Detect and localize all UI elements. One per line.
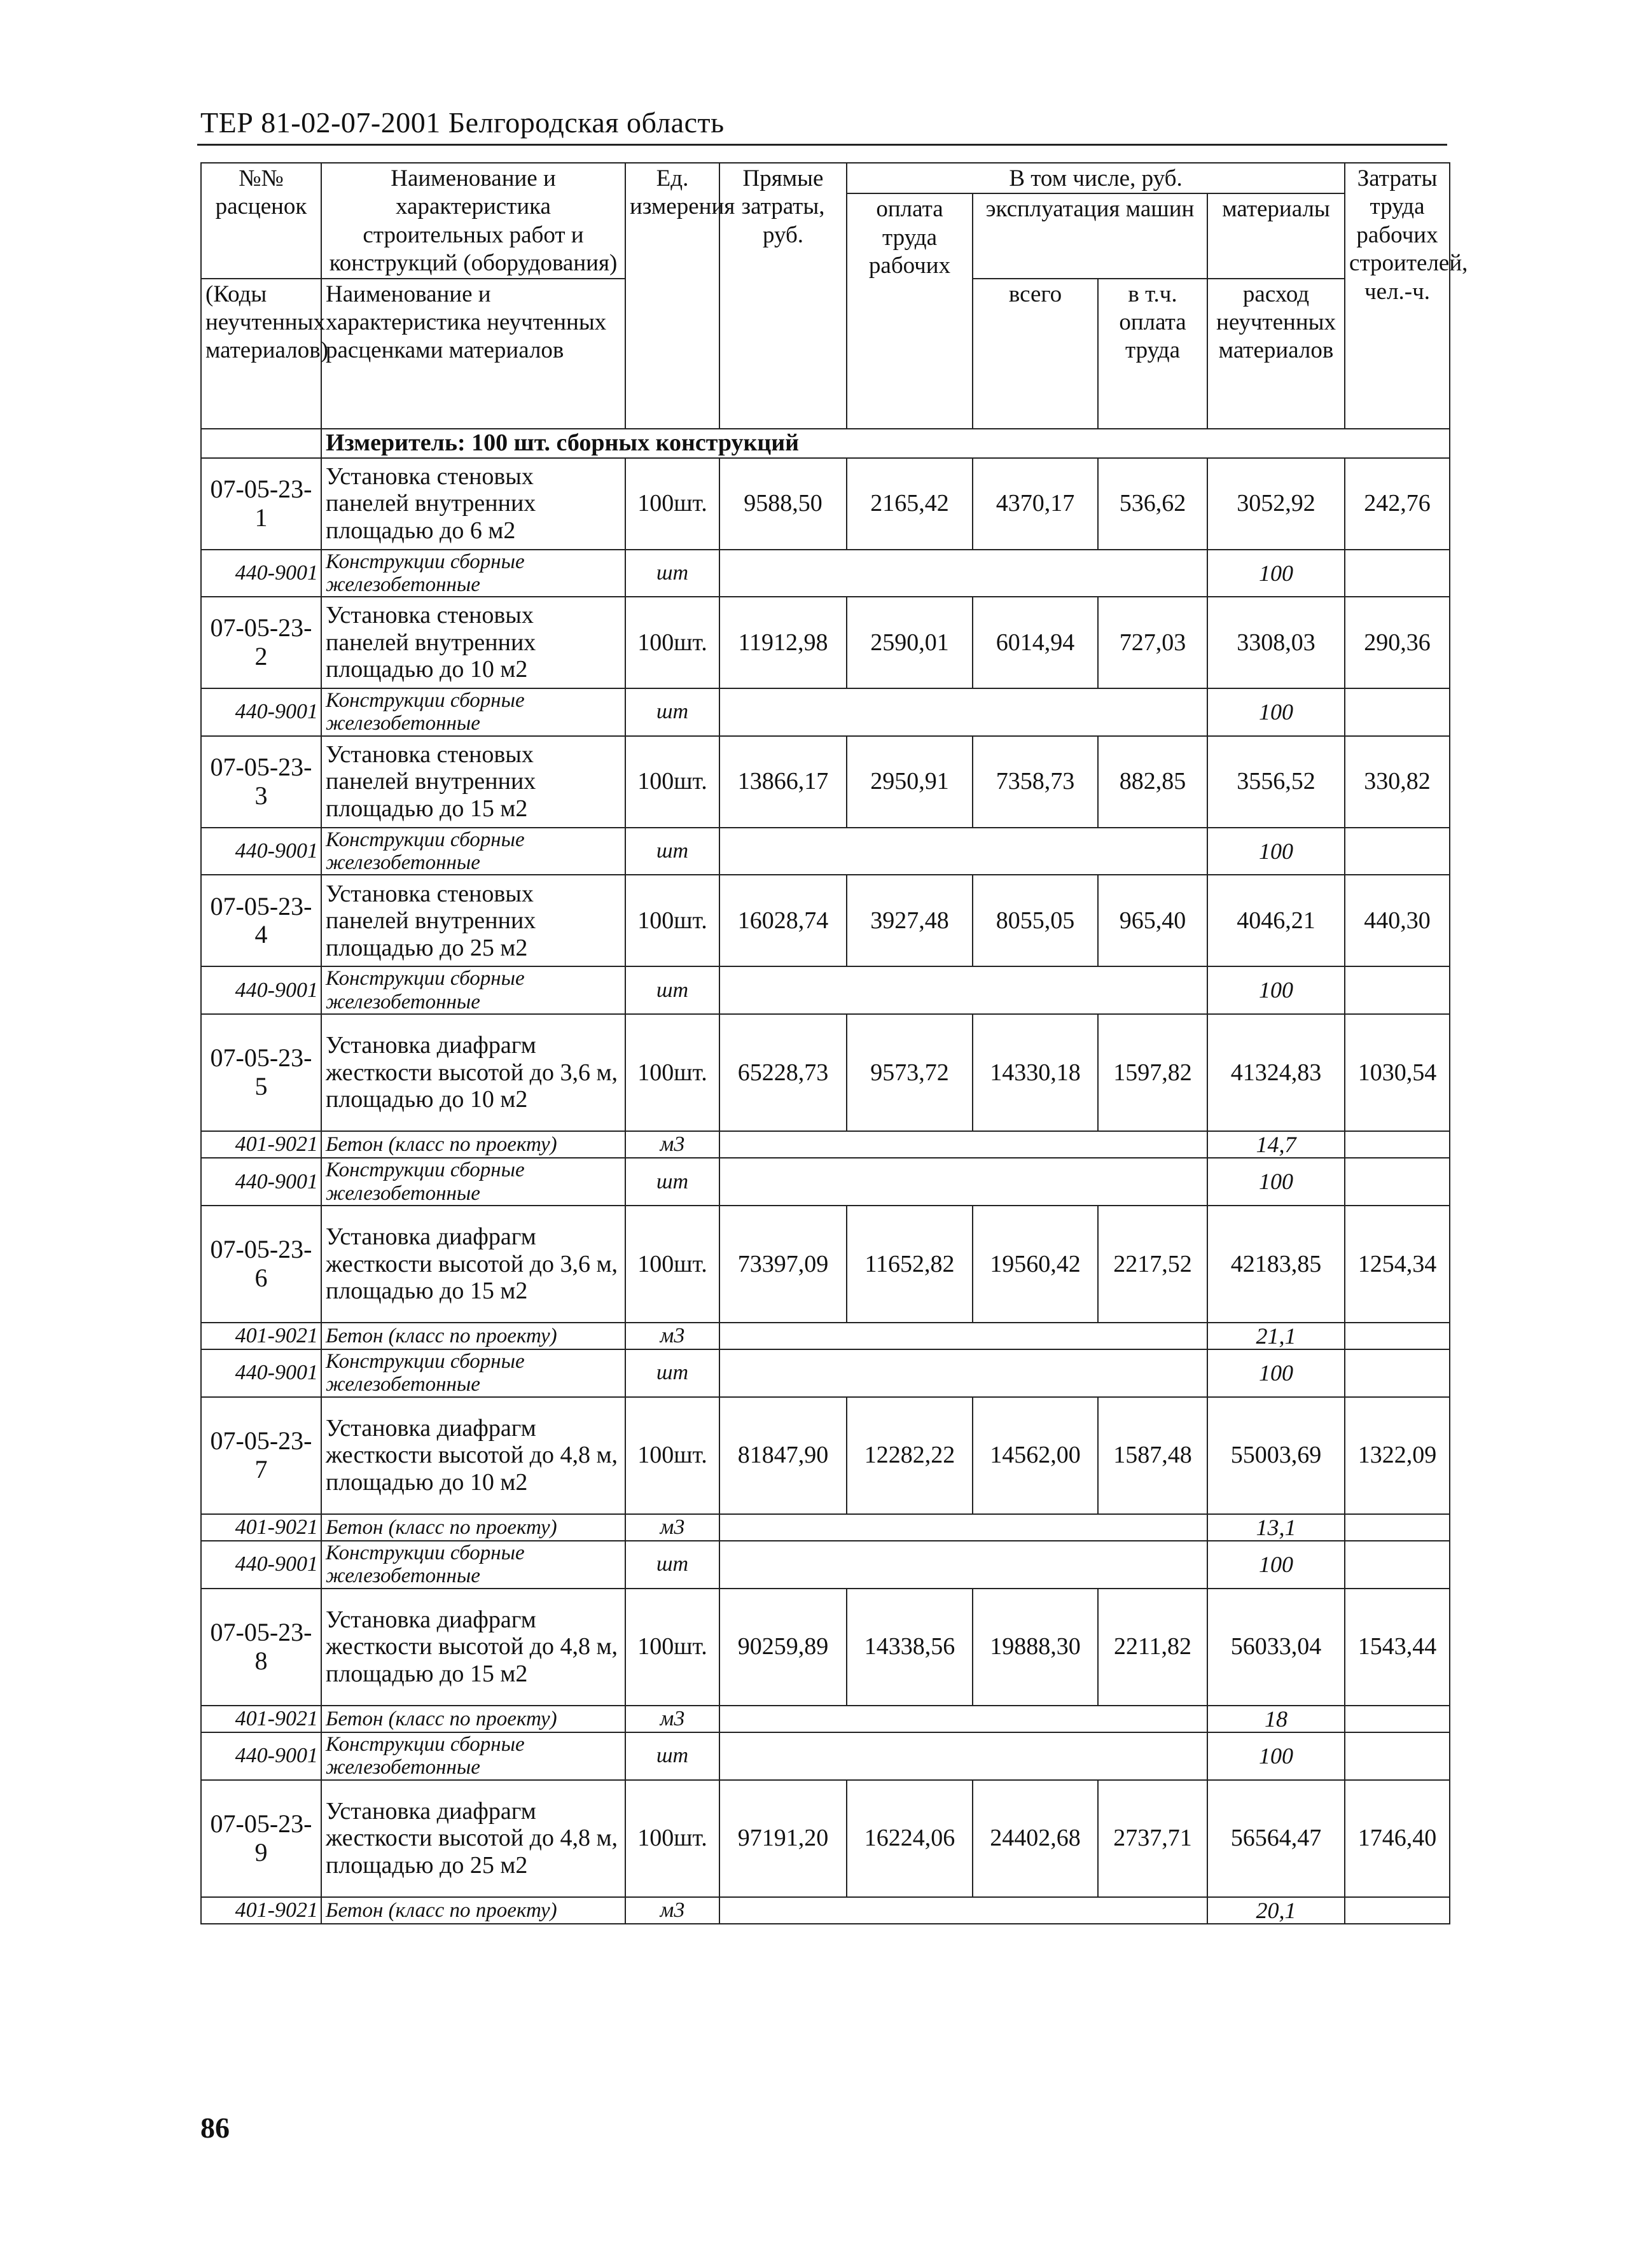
rate-code: 07-05-23-3 — [201, 736, 321, 828]
material-name: Бетон (класс по проекту) — [321, 1897, 625, 1924]
rate-row — [201, 1014, 1450, 1131]
materials-cost: 42183,85 — [1207, 1206, 1345, 1323]
labor-cost: 1543,44 — [1345, 1589, 1450, 1706]
material-code: 440-9001 — [201, 1158, 321, 1206]
material-code: 440-9001 — [201, 1732, 321, 1780]
material-unit: шт — [625, 1158, 719, 1206]
material-empty-labor — [1345, 828, 1450, 875]
material-quantity: 100 — [1207, 1732, 1345, 1780]
wages-cost: 3927,48 — [847, 875, 973, 966]
material-name: Бетон (класс по проекту) — [321, 1131, 625, 1158]
rate-unit: 100шт. — [625, 736, 719, 828]
labor-cost: 330,82 — [1345, 736, 1450, 828]
material-row — [201, 1323, 1450, 1349]
material-empty-cell — [719, 550, 1207, 597]
machines-wage-cost: 2217,52 — [1098, 1206, 1207, 1323]
materials-cost: 4046,21 — [1207, 875, 1345, 966]
direct-cost: 11912,98 — [719, 597, 847, 688]
material-empty-labor — [1345, 1323, 1450, 1349]
labor-cost: 1254,34 — [1345, 1206, 1450, 1323]
material-name: Конструкции сборные железобетонные — [321, 1158, 625, 1206]
material-row — [201, 1158, 1450, 1206]
material-unit: м3 — [625, 1706, 719, 1732]
material-code: 440-9001 — [201, 1349, 321, 1397]
material-code: 440-9001 — [201, 688, 321, 736]
header-rule — [197, 144, 1447, 146]
material-unit: шт — [625, 688, 719, 736]
header-materials: материалы — [1207, 193, 1345, 278]
header-machines: эксплуатация машин — [973, 193, 1207, 278]
rate-row — [201, 736, 1450, 828]
material-row — [201, 1706, 1450, 1732]
material-row — [201, 688, 1450, 736]
rate-unit: 100шт. — [625, 1589, 719, 1706]
material-empty-labor — [1345, 1541, 1450, 1589]
rate-code: 07-05-23-4 — [201, 875, 321, 966]
material-empty-labor — [1345, 1349, 1450, 1397]
machines-wage-cost: 727,03 — [1098, 597, 1207, 688]
material-name: Конструкции сборные железобетонные — [321, 550, 625, 597]
material-quantity: 100 — [1207, 828, 1345, 875]
material-unit: шт — [625, 1541, 719, 1589]
material-unit: м3 — [625, 1514, 719, 1541]
measure-row: Измеритель: 100 шт. сборных конструкций — [321, 429, 1450, 458]
machines-cost: 19888,30 — [973, 1589, 1098, 1706]
material-unit: шт — [625, 966, 719, 1014]
materials-cost: 56564,47 — [1207, 1780, 1345, 1897]
material-quantity: 21,1 — [1207, 1323, 1345, 1349]
material-code: 401-9021 — [201, 1897, 321, 1924]
labor-cost: 1030,54 — [1345, 1014, 1450, 1131]
material-quantity: 18 — [1207, 1706, 1345, 1732]
material-code: 401-9021 — [201, 1131, 321, 1158]
material-empty-cell — [719, 1706, 1207, 1732]
material-unit: м3 — [625, 1897, 719, 1924]
material-row — [201, 966, 1450, 1014]
material-code: 440-9001 — [201, 966, 321, 1014]
machines-cost: 14330,18 — [973, 1014, 1098, 1131]
material-unit: шт — [625, 828, 719, 875]
machines-wage-cost: 882,85 — [1098, 736, 1207, 828]
material-empty-labor — [1345, 1158, 1450, 1206]
material-row — [201, 550, 1450, 597]
labor-cost: 242,76 — [1345, 458, 1450, 550]
material-name: Конструкции сборные железобетонные — [321, 1732, 625, 1780]
material-name: Бетон (класс по проекту) — [321, 1323, 625, 1349]
material-quantity: 14,7 — [1207, 1131, 1345, 1158]
material-empty-cell — [719, 966, 1207, 1014]
direct-cost: 9588,50 — [719, 458, 847, 550]
rate-unit: 100шт. — [625, 1397, 719, 1514]
rate-row — [201, 1780, 1450, 1897]
material-name: Конструкции сборные железобетонные — [321, 688, 625, 736]
header-incl: В том числе, руб. — [847, 163, 1345, 193]
material-empty-cell — [719, 1349, 1207, 1397]
material-code: 401-9021 — [201, 1323, 321, 1349]
material-quantity: 100 — [1207, 550, 1345, 597]
machines-cost: 7358,73 — [973, 736, 1098, 828]
material-code: 401-9021 — [201, 1706, 321, 1732]
materials-cost: 41324,83 — [1207, 1014, 1345, 1131]
rate-name: Установка диафрагм жесткости высотой до 4,8 м, площадью до 10 м2 — [321, 1397, 625, 1514]
material-row — [201, 1514, 1450, 1541]
material-unit: м3 — [625, 1323, 719, 1349]
header-wages: оплата труда рабочих — [847, 193, 973, 428]
wages-cost: 12282,22 — [847, 1397, 973, 1514]
wages-cost: 16224,06 — [847, 1780, 973, 1897]
rate-name: Установка диафрагм жесткости высотой до 4,8 м, площадью до 15 м2 — [321, 1589, 625, 1706]
rate-row — [201, 597, 1450, 688]
rate-row — [201, 1589, 1450, 1706]
rate-unit: 100шт. — [625, 1780, 719, 1897]
machines-cost: 6014,94 — [973, 597, 1098, 688]
header-code2: (Коды неучтенных материалов) — [201, 279, 321, 429]
material-empty-cell — [719, 1897, 1207, 1924]
wages-cost: 2950,91 — [847, 736, 973, 828]
rate-unit: 100шт. — [625, 458, 719, 550]
header-materials-use: расход неучтенных материалов — [1207, 279, 1345, 429]
material-row — [201, 1897, 1450, 1924]
material-empty-labor — [1345, 1897, 1450, 1924]
direct-cost: 97191,20 — [719, 1780, 847, 1897]
labor-cost: 440,30 — [1345, 875, 1450, 966]
material-row — [201, 1732, 1450, 1780]
labor-cost: 1322,09 — [1345, 1397, 1450, 1514]
rate-unit: 100шт. — [625, 597, 719, 688]
header-unit: Ед. измерения — [625, 163, 719, 429]
machines-wage-cost: 1597,82 — [1098, 1014, 1207, 1131]
direct-cost: 81847,90 — [719, 1397, 847, 1514]
material-name: Конструкции сборные железобетонные — [321, 828, 625, 875]
material-quantity: 13,1 — [1207, 1514, 1345, 1541]
material-empty-cell — [719, 1514, 1207, 1541]
material-quantity: 20,1 — [1207, 1897, 1345, 1924]
page-number: 86 — [200, 2111, 230, 2144]
rate-code: 07-05-23-6 — [201, 1206, 321, 1323]
material-empty-cell — [719, 1541, 1207, 1589]
material-empty-cell — [719, 1131, 1207, 1158]
material-empty-labor — [1345, 1706, 1450, 1732]
machines-wage-cost: 2737,71 — [1098, 1780, 1207, 1897]
rate-name: Установка диафрагм жесткости высотой до 3,6 м, площадью до 15 м2 — [321, 1206, 625, 1323]
wages-cost: 2165,42 — [847, 458, 973, 550]
material-code: 440-9001 — [201, 550, 321, 597]
material-quantity: 100 — [1207, 1158, 1345, 1206]
header-name: Наименование и характеристика строительных работ и конструкций (оборудования) — [321, 163, 625, 279]
rate-code: 07-05-23-9 — [201, 1780, 321, 1897]
rate-name: Установка диафрагм жесткости высотой до 4,8 м, площадью до 25 м2 — [321, 1780, 625, 1897]
rate-name: Установка стеновых панелей внутренних площадью до 25 м2 — [321, 875, 625, 966]
material-empty-cell — [719, 1158, 1207, 1206]
material-empty-labor — [1345, 1732, 1450, 1780]
rate-row — [201, 875, 1450, 966]
materials-cost: 3556,52 — [1207, 736, 1345, 828]
direct-cost: 16028,74 — [719, 875, 847, 966]
material-row — [201, 828, 1450, 875]
rate-unit: 100шт. — [625, 1014, 719, 1131]
machines-cost: 24402,68 — [973, 1780, 1098, 1897]
header-name2: Наименование и характеристика неучтенных расценками материалов — [321, 279, 625, 429]
header-machines-total: всего — [973, 279, 1098, 429]
rate-name: Установка стеновых панелей внутренних площадью до 15 м2 — [321, 736, 625, 828]
material-quantity: 100 — [1207, 1541, 1345, 1589]
material-row — [201, 1541, 1450, 1589]
material-unit: м3 — [625, 1131, 719, 1158]
material-empty-labor — [1345, 550, 1450, 597]
material-code: 440-9001 — [201, 1541, 321, 1589]
material-empty-labor — [1345, 1131, 1450, 1158]
rate-name: Установка диафрагм жесткости высотой до 3,6 м, площадью до 10 м2 — [321, 1014, 625, 1131]
direct-cost: 13866,17 — [719, 736, 847, 828]
material-empty-labor — [1345, 1514, 1450, 1541]
materials-cost: 3308,03 — [1207, 597, 1345, 688]
material-empty-cell — [719, 1323, 1207, 1349]
machines-wage-cost: 536,62 — [1098, 458, 1207, 550]
labor-cost: 1746,40 — [1345, 1780, 1450, 1897]
rate-code: 07-05-23-5 — [201, 1014, 321, 1131]
material-empty-labor — [1345, 966, 1450, 1014]
material-code: 440-9001 — [201, 828, 321, 875]
material-row — [201, 1349, 1450, 1397]
material-code: 401-9021 — [201, 1514, 321, 1541]
header-code: №№ расценок — [201, 163, 321, 279]
material-unit: шт — [625, 1349, 719, 1397]
rates-table — [200, 162, 1468, 1924]
material-name: Конструкции сборные железобетонные — [321, 1541, 625, 1589]
material-quantity: 100 — [1207, 1349, 1345, 1397]
machines-cost: 8055,05 — [973, 875, 1098, 966]
material-name: Бетон (класс по проекту) — [321, 1706, 625, 1732]
materials-cost: 3052,92 — [1207, 458, 1345, 550]
machines-wage-cost: 2211,82 — [1098, 1589, 1207, 1706]
rate-code: 07-05-23-1 — [201, 458, 321, 550]
rate-name: Установка стеновых панелей внутренних площадью до 10 м2 — [321, 597, 625, 688]
machines-cost: 14562,00 — [973, 1397, 1098, 1514]
direct-cost: 73397,09 — [719, 1206, 847, 1323]
wages-cost: 2590,01 — [847, 597, 973, 688]
page-header: ТЕР 81-02-07-2001 Белгородская область — [200, 106, 725, 139]
wages-cost: 9573,72 — [847, 1014, 973, 1131]
machines-wage-cost: 965,40 — [1098, 875, 1207, 966]
material-empty-labor — [1345, 688, 1450, 736]
measure-code-cell — [201, 429, 321, 458]
wages-cost: 14338,56 — [847, 1589, 973, 1706]
machines-wage-cost: 1587,48 — [1098, 1397, 1207, 1514]
material-empty-cell — [719, 688, 1207, 736]
machines-cost: 19560,42 — [973, 1206, 1098, 1323]
rate-code: 07-05-23-8 — [201, 1589, 321, 1706]
materials-cost: 55003,69 — [1207, 1397, 1345, 1514]
rate-row — [201, 1206, 1450, 1323]
material-name: Конструкции сборные железобетонные — [321, 966, 625, 1014]
material-unit: шт — [625, 550, 719, 597]
wages-cost: 11652,82 — [847, 1206, 973, 1323]
material-name: Конструкции сборные железобетонные — [321, 1349, 625, 1397]
material-row — [201, 1131, 1450, 1158]
rate-code: 07-05-23-7 — [201, 1397, 321, 1514]
materials-cost: 56033,04 — [1207, 1589, 1345, 1706]
material-unit: шт — [625, 1732, 719, 1780]
rate-code: 07-05-23-2 — [201, 597, 321, 688]
material-empty-cell — [719, 828, 1207, 875]
material-quantity: 100 — [1207, 966, 1345, 1014]
material-name: Бетон (класс по проекту) — [321, 1514, 625, 1541]
machines-cost: 4370,17 — [973, 458, 1098, 550]
header-machines-wage: в т.ч. оплата труда — [1098, 279, 1207, 429]
rate-unit: 100шт. — [625, 1206, 719, 1323]
material-quantity: 100 — [1207, 688, 1345, 736]
rate-row — [201, 1397, 1450, 1514]
rate-row — [201, 458, 1450, 550]
direct-cost: 90259,89 — [719, 1589, 847, 1706]
header-direct: Прямые затраты, руб. — [719, 163, 847, 429]
rate-unit: 100шт. — [625, 875, 719, 966]
labor-cost: 290,36 — [1345, 597, 1450, 688]
rate-name: Установка стеновых панелей внутренних площадью до 6 м2 — [321, 458, 625, 550]
material-empty-cell — [719, 1732, 1207, 1780]
direct-cost: 65228,73 — [719, 1014, 847, 1131]
header-labor: Затраты труда рабочих строителей, чел.-ч. — [1345, 163, 1450, 429]
